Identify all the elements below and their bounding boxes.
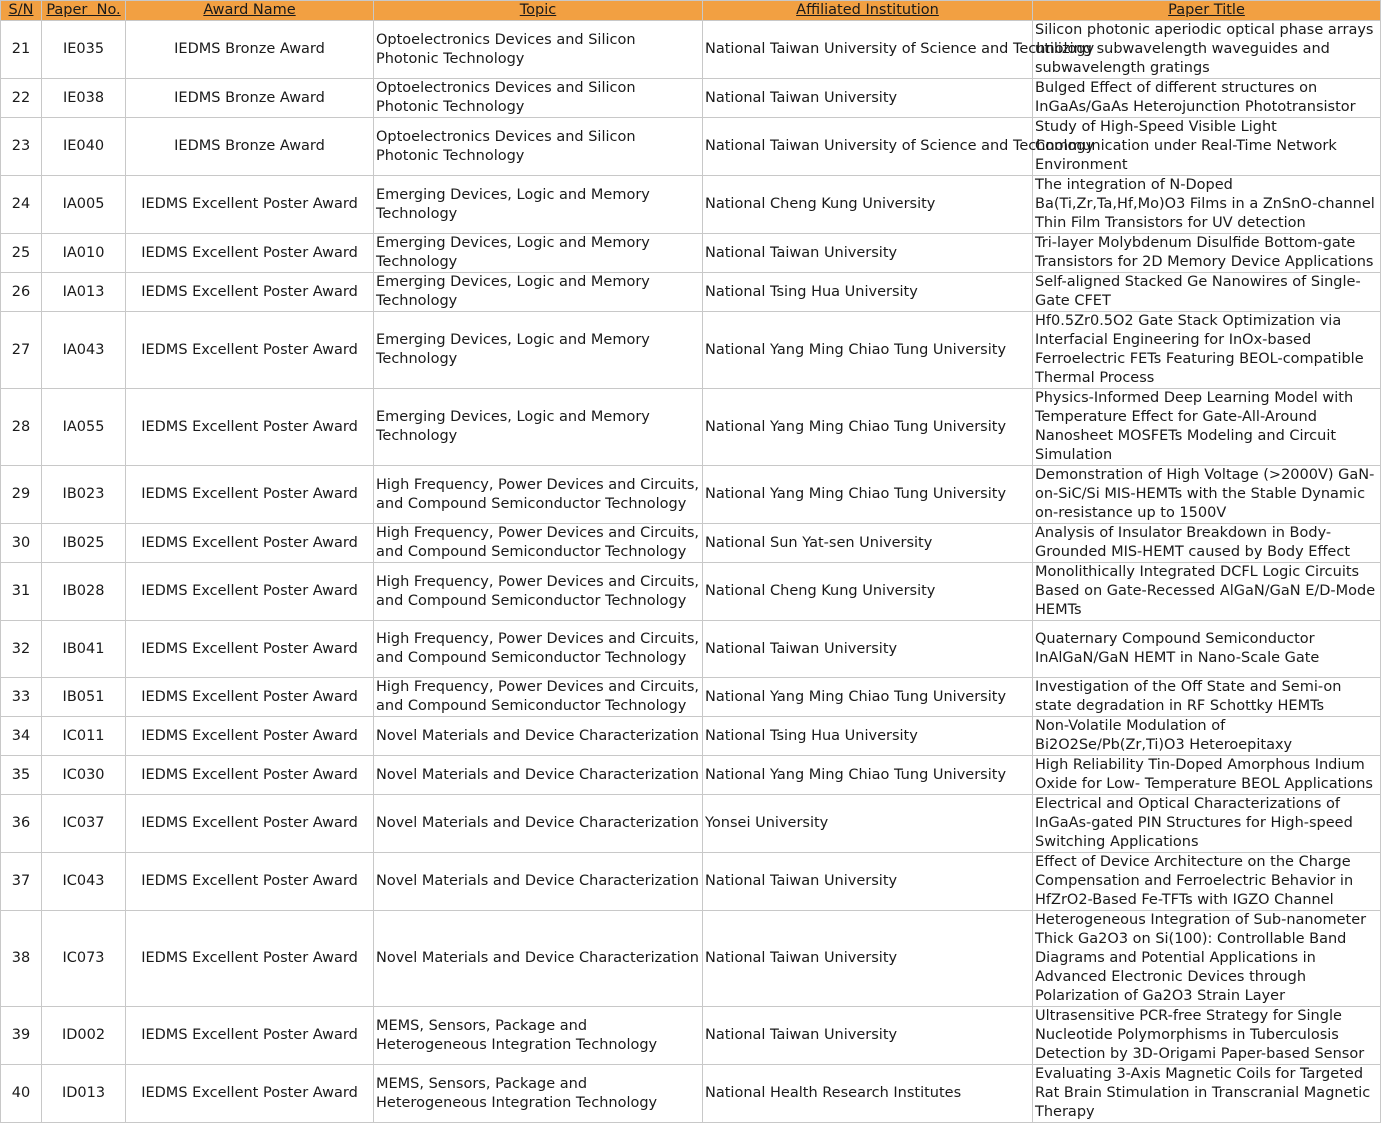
cell-paper-no[interactable]: IA055: [42, 389, 126, 466]
cell-topic[interactable]: Optoelectronics Devices and Silicon Photonic Technology: [374, 118, 703, 176]
cell-paper-title[interactable]: Effect of Device Architecture on the Charge Compensation and Ferroelectric Behavior in HfZrO2-Based Fe-TFTs with IGZO Channel: [1033, 853, 1381, 911]
cell-sn[interactable]: 32: [1, 621, 42, 678]
cell-institution[interactable]: National Taiwan University of Science and Technology: [703, 21, 1033, 79]
cell-topic[interactable]: Optoelectronics Devices and Silicon Photonic Technology: [374, 21, 703, 79]
cell-paper-no[interactable]: IE038: [42, 79, 126, 118]
cell-institution[interactable]: National Yang Ming Chiao Tung University: [703, 678, 1033, 717]
cell-institution[interactable]: National Taiwan University: [703, 1007, 1033, 1065]
cell-sn[interactable]: 23: [1, 118, 42, 176]
cell-paper-title[interactable]: Physics-Informed Deep Learning Model with Temperature Effect for Gate-All-Around Nanosheet MOSFETs Modeling and Circuit Simulation: [1033, 389, 1381, 466]
cell-paper-no[interactable]: ID013: [42, 1065, 126, 1123]
header-affiliated-institution[interactable]: Affiliated Institution: [703, 1, 1033, 21]
cell-paper-no[interactable]: IC011: [42, 717, 126, 756]
cell-paper-no[interactable]: ID002: [42, 1007, 126, 1065]
cell-paper-title[interactable]: Self-aligned Stacked Ge Nanowires of Single-Gate CFET: [1033, 273, 1381, 312]
cell-award-name[interactable]: IEDMS Excellent Poster Award: [126, 563, 374, 621]
cell-topic[interactable]: High Frequency, Power Devices and Circuits, and Compound Semiconductor Technology: [374, 524, 703, 563]
cell-paper-title[interactable]: Hf0.5Zr0.5O2 Gate Stack Optimization via Interfacial Engineering for InOx-based Ferroelectric FETs Featuring BEOL-compatible Thermal Process: [1033, 312, 1381, 389]
cell-topic[interactable]: High Frequency, Power Devices and Circuits, and Compound Semiconductor Technology: [374, 466, 703, 524]
cell-paper-no[interactable]: IA010: [42, 234, 126, 273]
table-row: [1, 678, 1381, 717]
cell-award-name[interactable]: IEDMS Excellent Poster Award: [126, 389, 374, 466]
cell-institution[interactable]: National Cheng Kung University: [703, 176, 1033, 234]
header-paper-no[interactable]: Paper No.: [42, 1, 126, 21]
cell-paper-no[interactable]: IB025: [42, 524, 126, 563]
cell-award-name[interactable]: IEDMS Excellent Poster Award: [126, 176, 374, 234]
cell-institution[interactable]: National Taiwan University: [703, 853, 1033, 911]
header-award-name[interactable]: Award Name: [126, 1, 374, 21]
cell-institution[interactable]: National Health Research Institutes: [703, 1065, 1033, 1123]
cell-award-name[interactable]: IEDMS Excellent Poster Award: [126, 1065, 374, 1123]
cell-award-name[interactable]: IEDMS Excellent Poster Award: [126, 621, 374, 678]
header-sn[interactable]: S/N: [1, 1, 42, 21]
cell-sn[interactable]: 40: [1, 1065, 42, 1123]
cell-topic[interactable]: Emerging Devices, Logic and Memory Technology: [374, 234, 703, 273]
cell-institution[interactable]: National Tsing Hua University: [703, 717, 1033, 756]
table-row: [1, 21, 1381, 79]
table-row: [1, 389, 1381, 466]
cell-institution[interactable]: National Yang Ming Chiao Tung University: [703, 756, 1033, 795]
cell-paper-no[interactable]: IE035: [42, 21, 126, 79]
cell-topic[interactable]: Novel Materials and Device Characterization: [374, 717, 703, 756]
cell-sn[interactable]: 39: [1, 1007, 42, 1065]
cell-paper-title[interactable]: Demonstration of High Voltage (>2000V) GaN-on-SiC/Si MIS-HEMTs with the Stable Dynamic on-resistance up to 1500V: [1033, 466, 1381, 524]
cell-paper-title[interactable]: Analysis of Insulator Breakdown in Body-Grounded MIS-HEMT caused by Body Effect: [1033, 524, 1381, 563]
cell-topic[interactable]: Novel Materials and Device Characterization: [374, 756, 703, 795]
table-row: [1, 118, 1381, 176]
cell-topic[interactable]: Emerging Devices, Logic and Memory Technology: [374, 312, 703, 389]
cell-sn[interactable]: 21: [1, 21, 42, 79]
cell-award-name[interactable]: IEDMS Excellent Poster Award: [126, 1007, 374, 1065]
header-row: [1, 1, 1381, 21]
table-row: [1, 234, 1381, 273]
cell-award-name[interactable]: IEDMS Bronze Award: [126, 79, 374, 118]
cell-paper-title[interactable]: Study of High-Speed Visible Light Communication under Real-Time Network Environment: [1033, 118, 1381, 176]
cell-sn[interactable]: 22: [1, 79, 42, 118]
cell-topic[interactable]: Emerging Devices, Logic and Memory Technology: [374, 389, 703, 466]
cell-paper-no[interactable]: IC043: [42, 853, 126, 911]
cell-sn[interactable]: 28: [1, 389, 42, 466]
cell-paper-no[interactable]: IB028: [42, 563, 126, 621]
cell-award-name[interactable]: IEDMS Excellent Poster Award: [126, 678, 374, 717]
cell-paper-no[interactable]: IC073: [42, 911, 126, 1007]
cell-sn[interactable]: 38: [1, 911, 42, 1007]
cell-paper-no[interactable]: IB051: [42, 678, 126, 717]
cell-topic[interactable]: Optoelectronics Devices and Silicon Photonic Technology: [374, 79, 703, 118]
cell-sn[interactable]: 25: [1, 234, 42, 273]
cell-award-name[interactable]: IEDMS Excellent Poster Award: [126, 312, 374, 389]
cell-award-name[interactable]: IEDMS Bronze Award: [126, 21, 374, 79]
cell-paper-title[interactable]: Ultrasensitive PCR-free Strategy for Single Nucleotide Polymorphisms in Tuberculosis Detection by 3D-Origami Paper-based Sensor: [1033, 1007, 1381, 1065]
cell-sn[interactable]: 34: [1, 717, 42, 756]
cell-paper-no[interactable]: IE040: [42, 118, 126, 176]
cell-institution[interactable]: Yonsei University: [703, 795, 1033, 853]
cell-paper-title[interactable]: Non-Volatile Modulation of Bi2O2Se/Pb(Zr,Ti)O3 Heteroepitaxy: [1033, 717, 1381, 756]
header-topic[interactable]: Topic: [374, 1, 703, 21]
cell-topic[interactable]: Novel Materials and Device Characterization: [374, 853, 703, 911]
table-row: [1, 312, 1381, 389]
cell-award-name[interactable]: IEDMS Excellent Poster Award: [126, 717, 374, 756]
table-row: [1, 273, 1381, 312]
cell-topic[interactable]: Emerging Devices, Logic and Memory Technology: [374, 273, 703, 312]
cell-sn[interactable]: 30: [1, 524, 42, 563]
cell-topic[interactable]: Emerging Devices, Logic and Memory Technology: [374, 176, 703, 234]
cell-sn[interactable]: 24: [1, 176, 42, 234]
cell-sn[interactable]: 26: [1, 273, 42, 312]
table-row: [1, 853, 1381, 911]
cell-paper-no[interactable]: IA005: [42, 176, 126, 234]
table-row: [1, 1007, 1381, 1065]
cell-award-name[interactable]: IEDMS Bronze Award: [126, 118, 374, 176]
cell-award-name[interactable]: IEDMS Excellent Poster Award: [126, 524, 374, 563]
header-paper-title[interactable]: Paper Title: [1033, 1, 1381, 21]
cell-topic[interactable]: High Frequency, Power Devices and Circuits, and Compound Semiconductor Technology: [374, 621, 703, 678]
cell-paper-title[interactable]: Tri-layer Molybdenum Disulfide Bottom-gate Transistors for 2D Memory Device Applications: [1033, 234, 1381, 273]
cell-award-name[interactable]: IEDMS Excellent Poster Award: [126, 853, 374, 911]
cell-topic[interactable]: MEMS, Sensors, Package and Heterogeneous Integration Technology: [374, 1007, 703, 1065]
cell-sn[interactable]: 37: [1, 853, 42, 911]
cell-institution[interactable]: National Yang Ming Chiao Tung University: [703, 389, 1033, 466]
cell-paper-title[interactable]: Investigation of the Off State and Semi-on state degradation in RF Schottky HEMTs: [1033, 678, 1381, 717]
cell-institution[interactable]: National Yang Ming Chiao Tung University: [703, 312, 1033, 389]
cell-award-name[interactable]: IEDMS Excellent Poster Award: [126, 756, 374, 795]
cell-paper-title[interactable]: High Reliability Tin-Doped Amorphous Indium Oxide for Low- Temperature BEOL Applications: [1033, 756, 1381, 795]
table-row: [1, 466, 1381, 524]
cell-institution[interactable]: National Sun Yat-sen University: [703, 524, 1033, 563]
cell-paper-no[interactable]: IA043: [42, 312, 126, 389]
cell-paper-title[interactable]: Silicon photonic aperiodic optical phase arrays utilizing subwavelength waveguides and subwavelength gratings: [1033, 21, 1381, 79]
cell-award-name[interactable]: IEDMS Excellent Poster Award: [126, 795, 374, 853]
table-row: [1, 524, 1381, 563]
cell-topic[interactable]: Novel Materials and Device Characterization: [374, 795, 703, 853]
table-row: [1, 911, 1381, 1007]
cell-award-name[interactable]: IEDMS Excellent Poster Award: [126, 234, 374, 273]
table-row: [1, 176, 1381, 234]
cell-paper-title[interactable]: Quaternary Compound Semiconductor InAlGaN/GaN HEMT in Nano-Scale Gate: [1033, 621, 1381, 678]
cell-paper-no[interactable]: IC030: [42, 756, 126, 795]
cell-institution[interactable]: National Taiwan University: [703, 79, 1033, 118]
cell-topic[interactable]: High Frequency, Power Devices and Circuits, and Compound Semiconductor Technology: [374, 563, 703, 621]
cell-paper-no[interactable]: IB041: [42, 621, 126, 678]
cell-award-name[interactable]: IEDMS Excellent Poster Award: [126, 911, 374, 1007]
cell-institution[interactable]: National Taiwan University: [703, 621, 1033, 678]
cell-sn[interactable]: 35: [1, 756, 42, 795]
table-row: [1, 756, 1381, 795]
table-row: [1, 563, 1381, 621]
cell-paper-no[interactable]: IB023: [42, 466, 126, 524]
cell-sn[interactable]: 36: [1, 795, 42, 853]
cell-institution[interactable]: National Yang Ming Chiao Tung University: [703, 466, 1033, 524]
cell-topic[interactable]: High Frequency, Power Devices and Circuits, and Compound Semiconductor Technology: [374, 678, 703, 717]
table-row: [1, 1065, 1381, 1123]
cell-paper-title[interactable]: Monolithically Integrated DCFL Logic Circuits Based on Gate-Recessed AlGaN/GaN E/D-Mode HEMTs: [1033, 563, 1381, 621]
table-body: [1, 21, 1381, 1123]
cell-award-name[interactable]: IEDMS Excellent Poster Award: [126, 273, 374, 312]
cell-paper-no[interactable]: IC037: [42, 795, 126, 853]
cell-topic[interactable]: Novel Materials and Device Characterization: [374, 911, 703, 1007]
cell-sn[interactable]: 33: [1, 678, 42, 717]
cell-paper-no[interactable]: IA013: [42, 273, 126, 312]
cell-topic[interactable]: MEMS, Sensors, Package and Heterogeneous Integration Technology: [374, 1065, 703, 1123]
table-row: [1, 717, 1381, 756]
cell-paper-title[interactable]: Evaluating 3-Axis Magnetic Coils for Targeted Rat Brain Stimulation in Transcranial Magnetic Therapy: [1033, 1065, 1381, 1123]
table-row: [1, 795, 1381, 853]
cell-award-name[interactable]: IEDMS Excellent Poster Award: [126, 466, 374, 524]
cell-paper-title[interactable]: The integration of N-Doped Ba(Ti,Zr,Ta,Hf,Mo)O3 Films in a ZnSnO-channel Thin Film Transistors for UV detection: [1033, 176, 1381, 234]
cell-institution[interactable]: National Cheng Kung University: [703, 563, 1033, 621]
cell-paper-title[interactable]: Heterogeneous Integration of Sub-nanometer Thick Ga2O3 on Si(100): Controllable Band Diagrams and Potential Applications in Advanced Electronic Devices through Polarization of Ga2O3 Strain Layer: [1033, 911, 1381, 1007]
cell-paper-title[interactable]: Bulged Effect of different structures on InGaAs/GaAs Heterojunction Phototransistor: [1033, 79, 1381, 118]
cell-institution[interactable]: National Tsing Hua University: [703, 273, 1033, 312]
cell-institution[interactable]: National Taiwan University: [703, 911, 1033, 1007]
cell-sn[interactable]: 29: [1, 466, 42, 524]
cell-institution[interactable]: National Taiwan University of Science and Technology: [703, 118, 1033, 176]
table-row: [1, 621, 1381, 678]
cell-sn[interactable]: 31: [1, 563, 42, 621]
cell-sn[interactable]: 27: [1, 312, 42, 389]
cell-institution[interactable]: National Taiwan University: [703, 234, 1033, 273]
cell-paper-title[interactable]: Electrical and Optical Characterizations of InGaAs-gated PIN Structures for High-speed Switching Applications: [1033, 795, 1381, 853]
table-row: [1, 79, 1381, 118]
